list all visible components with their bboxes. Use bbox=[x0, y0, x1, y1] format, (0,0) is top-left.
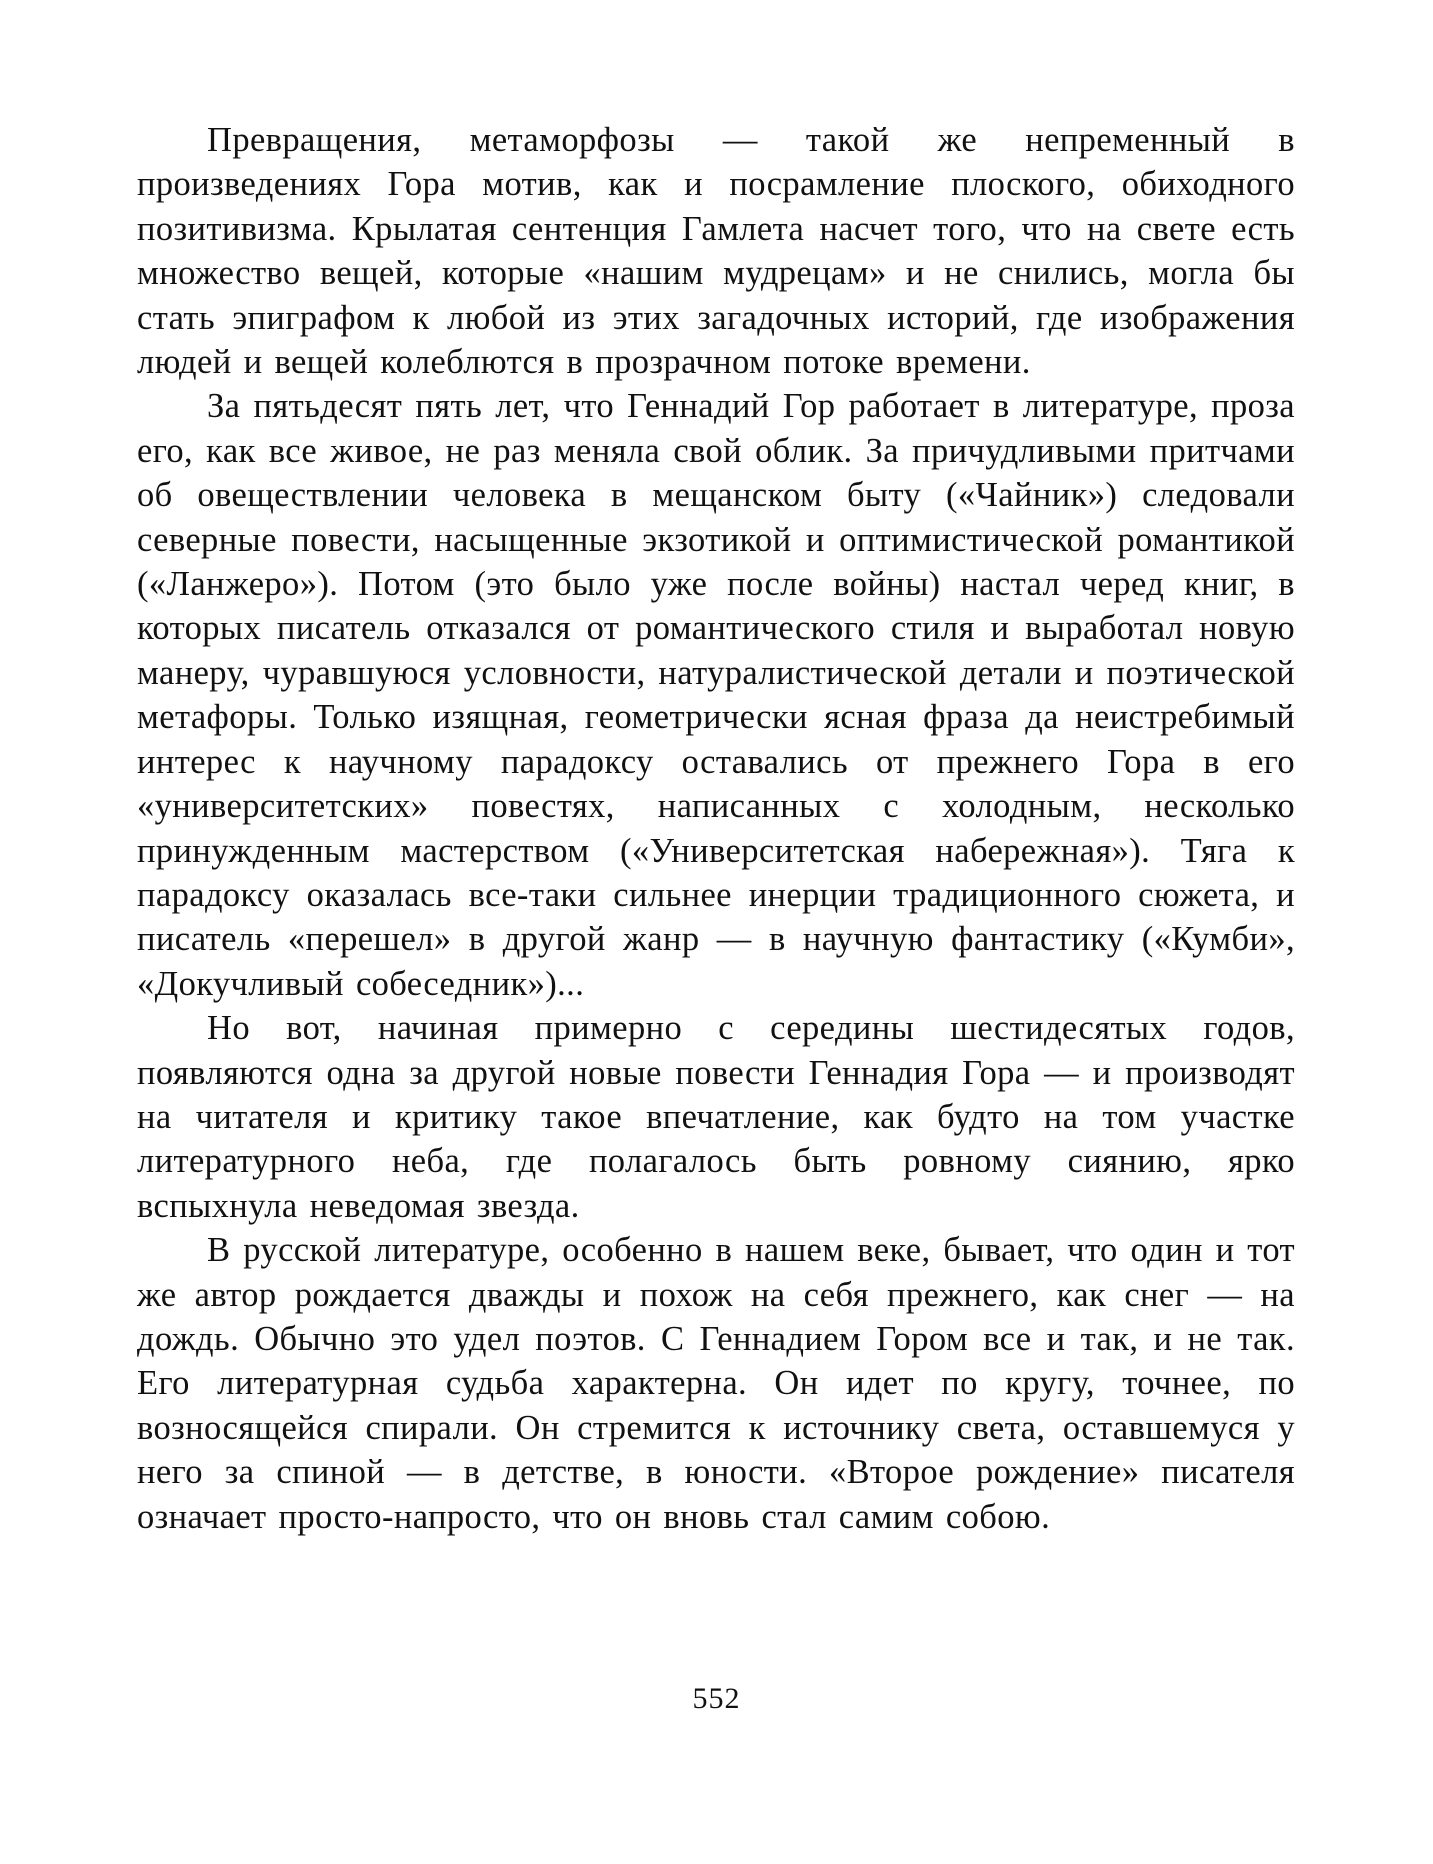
page-body bbox=[137, 118, 1295, 1539]
paragraph-4: В русской литературе, особенно в нашем веке, бывает, что один и тот же автор рождается дважды и похож на себя прежнего, как снег — на дождь. Обычно это удел поэтов. С Геннадием Гором все и так, и не так. Его литературная судьба характерна. Он идет по кругу, точнее, по возносящейся спирали. Он стремится к источнику света, оставшемуся у него за спиной — в детстве, в юности. «Второе рождение» писателя означает просто-напросто, что он вновь стал самим собою. bbox=[137, 1231, 1295, 1536]
paragraph-3: Но вот, начиная примерно с середины шестидесятых годов, появляются одна за другой новые повести Геннадия Гора — и производят на читателя и критику такое впечатление, как будто на том участке литературного неба, где полагалось быть ровному сиянию, ярко вспыхнула неведомая звезда. bbox=[137, 1009, 1295, 1225]
paragraph-2: За пятьдесят пять лет, что Геннадий Гор работает в литературе, проза его, как все живое, не раз меняла свой облик. За причудливыми притчами об овеществлении человека в мещанском быту («Чайник») следовали северные повести, насыщенные экзотикой и оптимистической романтикой («Ланжеро»). Потом (это было уже после войны) настал черед книг, в которых писатель отказался от романтического стиля и выработал новую манеру, чуравшуюся условности, натуралистической детали и поэтической метафоры. Только изящная, геометрически ясная фраза да неистребимый интерес к научному парадоксу оставались от прежнего Гора в его «университетских» повестях, написанных с холодным, несколько принужденным мастерством («Университетская набережная»). Тяга к парадоксу оказалась все-таки сильнее инерции традиционного сюжета, и писатель «перешел» в другой жанр — в научную фантастику («Кумби», «Докучливый собеседник»)... bbox=[137, 387, 1295, 1003]
paragraph-1: Превращения, метаморфозы — такой же непременный в произведениях Гора мотив, как и посрамление плоского, обиходного позитивизма. Крылатая сентенция Гамлета насчет того, что на свете есть множество вещей, которые «нашим мудрецам» и не снились, могла бы стать эпиграфом к любой из этих загадочных историй, где изображения людей и вещей колеблются в прозрачном потоке времени. bbox=[137, 121, 1295, 382]
page-number: 552 bbox=[692, 1682, 741, 1715]
